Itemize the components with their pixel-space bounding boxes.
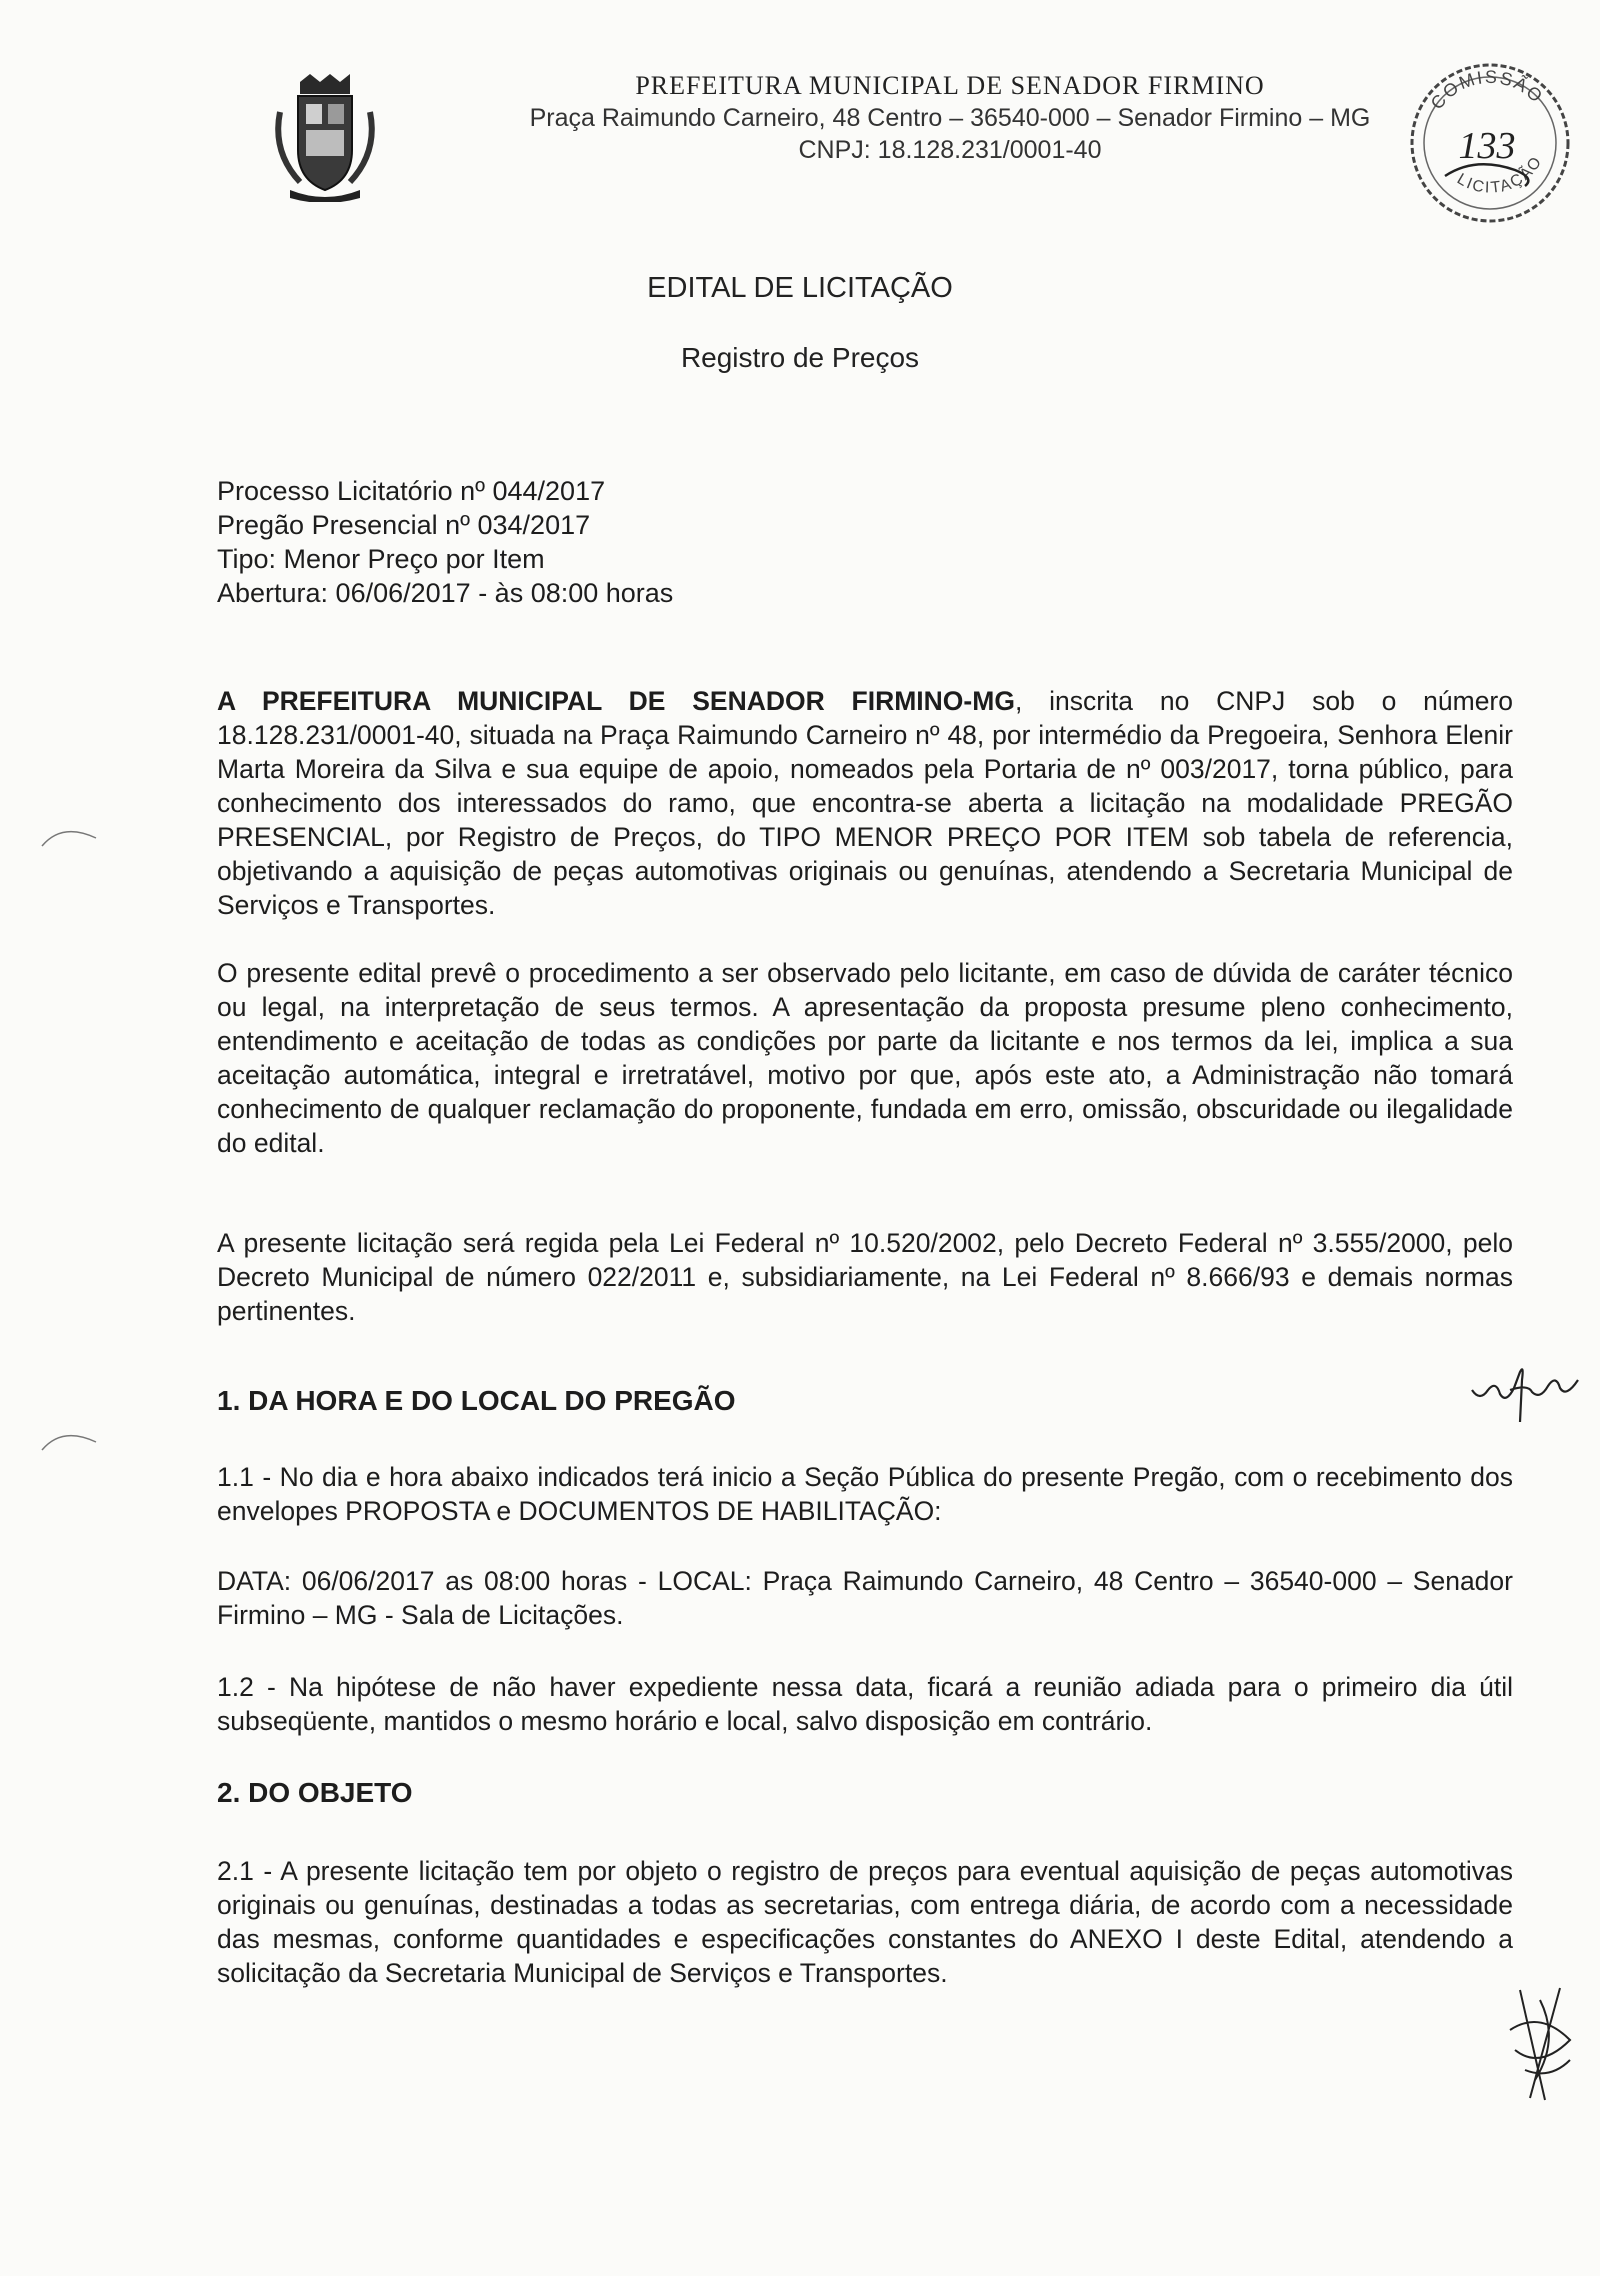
margin-punch-mark xyxy=(40,820,100,850)
seal-page-number: 133 xyxy=(1458,125,1516,167)
seal-bottom-text: LICITAÇÃO xyxy=(1453,152,1547,197)
intro-paragraph xyxy=(217,684,1513,922)
section-1-date-location: DATA: 06/06/2017 as 08:00 horas - LOCAL: Praça Raimundo Carneiro, 48 Centro – 36540-000 – Senador Firmino – MG - Sala de Licitações. xyxy=(217,1566,1513,1630)
section-1-item-2: 1.2 - Na hipótese de não haver expediente nessa data, ficará a reunião adiada para o primeiro dia útil subseqüente, mantidos o mesmo horário e local, salvo disposição em contrário. xyxy=(217,1672,1513,1736)
organization-address: Praça Raimundo Carneiro, 48 Centro – 36540-000 – Senador Firmino – MG xyxy=(529,104,1371,132)
section-2-item-1: 2.1 - A presente licitação tem por objeto o registro de preços para eventual aquisição de peças automotivas originais ou genuínas, destinadas a todas as secretarias, com entrega diária, de acordo com a necessidade das mesmas, conforme quantidades e especificações constantes do ANEXO I deste Edital, atendendo a solicitação da Secretaria Municipal de Serviços e Transportes. xyxy=(217,1856,1513,1988)
section-1-item-1: 1.1 - No dia e hora abaixo indicados terá inicio a Seção Pública do presente Pregão, com o recebimento dos envelopes PROPOSTA e DOCUMENTOS DE HABILITAÇÃO: xyxy=(217,1462,1513,1526)
process-info xyxy=(217,474,673,610)
document-title: EDITAL DE LICITAÇÃO xyxy=(647,272,953,304)
edital-terms-paragraph: O presente edital prevê o procedimento a ser observado pelo licitante, em caso de dúvida de caráter técnico ou legal, na interpretação de seus termos. A apresentação da proposta presume pleno conhecimento, entendimento e aceitação de todas as condições por parte da licitante e nos termos da lei, implica a sua aceitação automática, integral e irretratável, motivo por que, após este ato, a Administração não tomará conhecimento de qualquer reclamação do proponente, fundada em erro, omissão, obscuridade ou ilegalidade do edital. xyxy=(217,958,1513,1158)
letterhead xyxy=(470,70,1430,166)
intro-lead: A PREFEITURA MUNICIPAL DE SENADOR FIRMINO-MG xyxy=(217,686,1015,716)
document-subtitle: Registro de Preços xyxy=(680,342,920,373)
seal-top-text: COMISSÃO xyxy=(1426,66,1548,114)
pregao-number: Pregão Presencial nº 034/2017 xyxy=(217,510,591,540)
svg-text:COMISSÃO xyxy=(1427,67,1548,113)
opening-date: Abertura: 06/06/2017 - às 08:00 horas xyxy=(217,578,674,608)
municipal-crest-icon xyxy=(270,72,380,202)
organization-cnpj: CNPJ: 18.128.231/0001-40 xyxy=(798,136,1102,164)
organization-name: PREFEITURA MUNICIPAL DE SENADOR FIRMINO xyxy=(635,71,1265,100)
bid-type: Tipo: Menor Preço por Item xyxy=(217,544,545,574)
section-2-heading: 2. DO OBJETO xyxy=(217,1777,413,1808)
legal-basis-paragraph: A presente licitação será regida pela Lei Federal nº 10.520/2002, pelo Decreto Federal nº 3.555/2000, pelo Decreto Municipal de número 022/2011 e, subsidiariamente, na Lei Federal nº 8.666/93 e demais normas pertinentes. xyxy=(217,1228,1513,1326)
commission-seal-stamp xyxy=(1405,58,1575,228)
intro-rest: , inscrita no CNPJ sob o número 18.128.231/0001-40, situada na Praça Raimundo Carneiro nº 48, por intermédio da Pregoeira, Senhora Elenir Marta Moreira da Silva e sua equipe de apoio, nomeados pela Portaria de nº 003/2017, torna público, para conhecimento dos interessados do ramo, que encontra-se aberta a licitação na modalidade PREGÃO PRESENCIAL, por Registro de Preços, do TIPO MENOR PREÇO POR ITEM sob tabela de referencia, objetivando a aquisição de peças automotivas originais ou genuínas, atendendo a Secretaria Municipal de Serviços e Transportes. xyxy=(217,686,1513,920)
section-1-heading: 1. DA HORA E DO LOCAL DO PREGÃO xyxy=(217,1385,736,1416)
margin-punch-mark xyxy=(40,1424,100,1454)
process-number: Processo Licitatório nº 044/2017 xyxy=(217,476,606,506)
handwritten-initials-signature xyxy=(1470,1360,1580,1430)
handwritten-signature xyxy=(1500,1980,1580,2110)
